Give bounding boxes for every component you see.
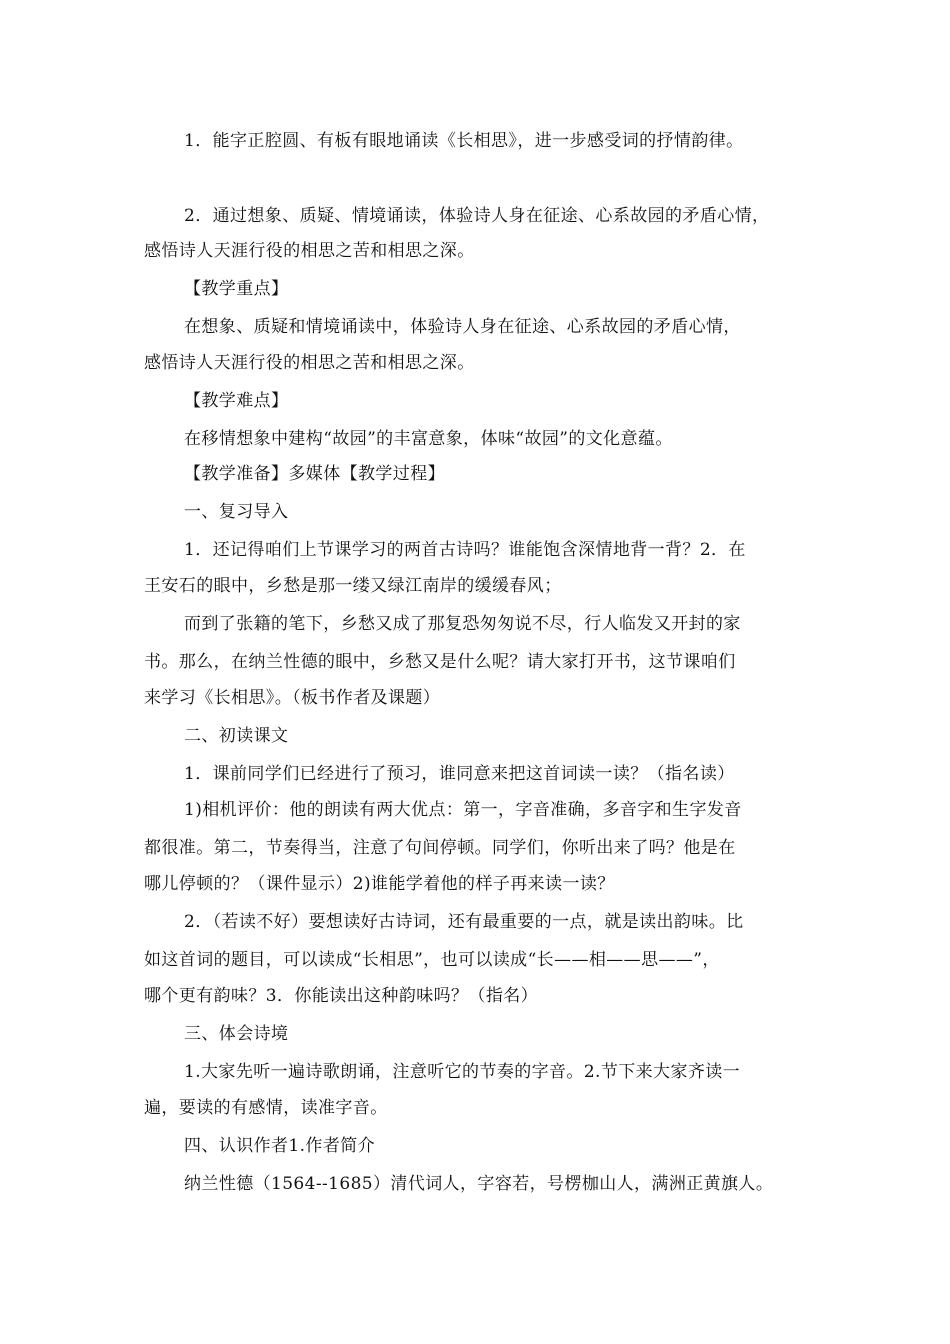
difficulties-text: 在移情想象中建构“故园”的丰富意象，体味“故园”的文化意蕴。 bbox=[184, 429, 673, 449]
evaluation-paragraph-cont: 都很准。第二，节奏得当，注意了句间停顿。同学们，你听出来了吗？他是在 bbox=[144, 838, 736, 858]
evaluation-paragraph: 1)相机评价：他的朗读有两大优点：第一，字音准确，多音字和生字发音 bbox=[184, 800, 742, 820]
review-paragraph-2: 而到了张籍的笔下，乡愁又成了那复恐匆匆说不尽，行人临发又开封的家 bbox=[184, 614, 741, 634]
first-reading-step-1: 1．课前同学们已经进行了预习，谁同意来把这首词读一读？（指名读） bbox=[184, 764, 735, 784]
objective-1: 1．能字正腔圆、有板有眼地诵读《长相思》，进一步感受词的抒情韵律。 bbox=[184, 131, 744, 151]
poem-mood-paragraph-cont: 遍，要读的有感情，读准字音。 bbox=[144, 1098, 388, 1118]
review-paragraph-2-cont2: 来学习《长相思》。（板书作者及课题） bbox=[144, 688, 441, 708]
review-paragraph-2-cont: 书。那么，在纳兰性德的眼中，乡愁又是什么呢？请大家打开书，这节课咱们 bbox=[144, 652, 736, 672]
section-heading-first-reading: 二、初读课文 bbox=[184, 726, 289, 746]
first-reading-step-2: 2．（若读不好）要想读好古诗词，还有最重要的一点，就是读出韵味。比 bbox=[184, 912, 744, 932]
section-heading-preparation: 【教学准备】多媒体【教学过程】 bbox=[184, 464, 445, 484]
key-points-text: 在想象、质疑和情境诵读中，体验诗人身在征途、心系故园的矛盾心情， bbox=[184, 317, 741, 337]
objective-2: 2．通过想象、质疑、情境诵读，体验诗人身在征途、心系故园的矛盾心情， bbox=[184, 206, 770, 226]
author-intro: 纳兰性德（1564--1685）清代词人，字容若，号楞枷山人，满洲正黄旗人。 bbox=[184, 1174, 774, 1194]
poem-mood-paragraph: 1.大家先听一遍诗歌朗诵，注意听它的节奏的字音。2.节下来大家齐读一 bbox=[184, 1062, 741, 1082]
section-heading-difficulties: 【教学难点】 bbox=[184, 391, 289, 411]
evaluation-paragraph-cont2: 哪儿停顿的？（课件显示）2)谁能学着他的样子再来读一读？ bbox=[144, 874, 615, 894]
first-reading-step-2-cont2: 哪个更有韵味？3．你能读出这种韵味吗？（指名） bbox=[144, 986, 539, 1006]
review-paragraph: 1．还记得咱们上节课学习的两首古诗吗？谁能饱含深情地背一背？2．在 bbox=[184, 540, 746, 560]
section-heading-author: 四、认识作者1.作者简介 bbox=[184, 1136, 376, 1156]
objective-2-cont: 感悟诗人天涯行役的相思之苦和相思之深。 bbox=[144, 241, 475, 261]
review-paragraph-cont: 王安石的眼中，乡愁是那一缕又绿江南岸的缓缓春风； bbox=[144, 576, 562, 596]
section-heading-key-points: 【教学重点】 bbox=[184, 279, 289, 299]
first-reading-step-2-cont: 如这首词的题目，可以读成“长相思”，也可以读成“长——相——思——”， bbox=[144, 950, 720, 970]
section-heading-review: 一、复习导入 bbox=[184, 502, 289, 522]
key-points-text-cont: 感悟诗人天涯行役的相思之苦和相思之深。 bbox=[144, 353, 475, 373]
section-heading-poem-mood: 三、体会诗境 bbox=[184, 1024, 289, 1044]
